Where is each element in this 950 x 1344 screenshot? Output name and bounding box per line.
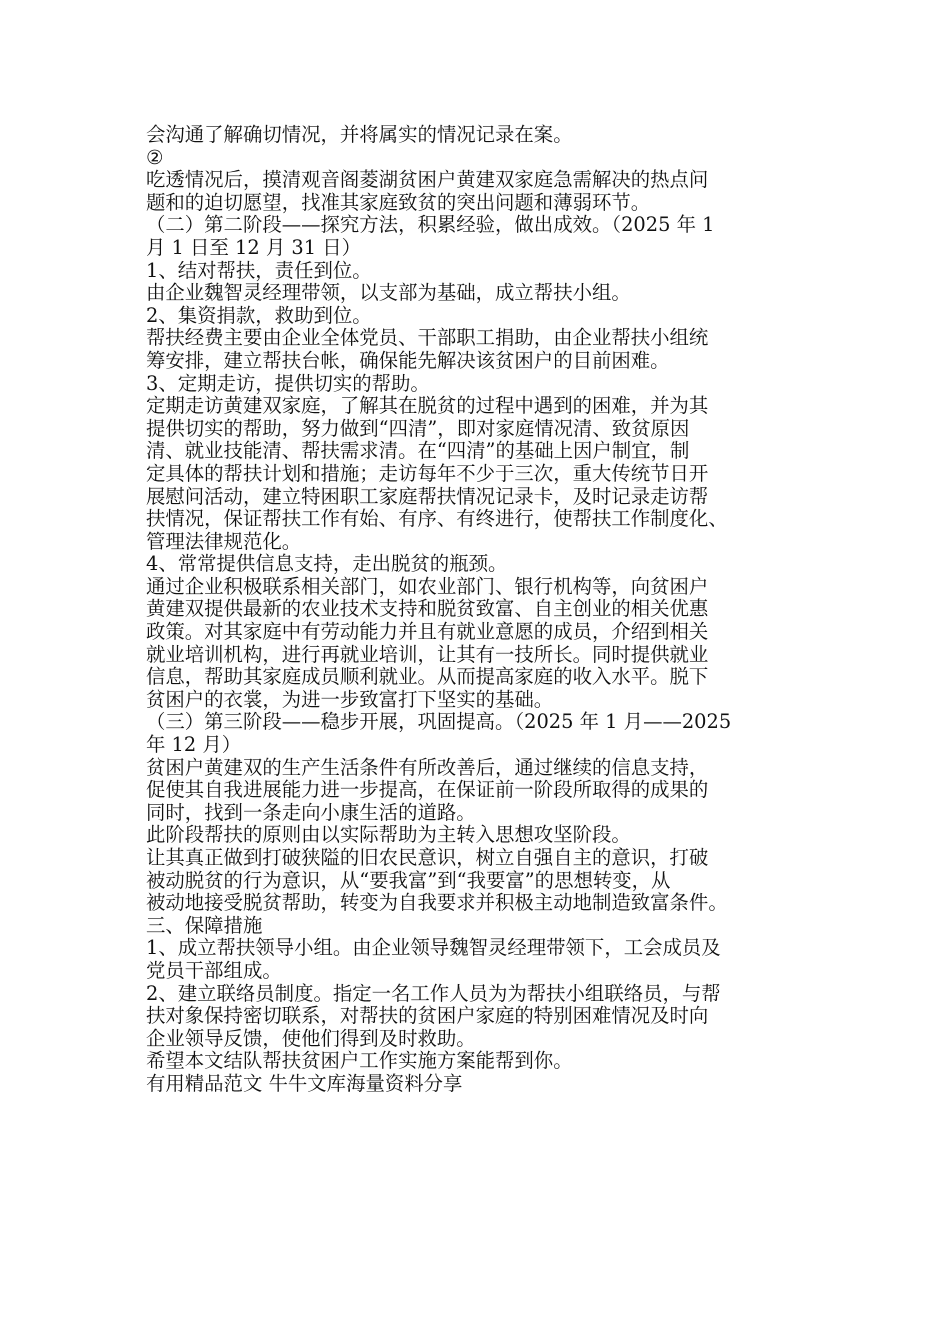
text-line: 党员干部组成。 <box>146 958 282 982</box>
text-line: 贫困户黄建双的生产生活条件有所改善后，通过继续的信息支持， <box>146 755 709 779</box>
document-body <box>146 124 816 1096</box>
text-line: 帮扶经费主要由企业全体党员、干部职工捐助，由企业帮扶小组统 <box>146 326 709 350</box>
text-line: 就业培训机构，进行再就业培训，让其有一技所长。同时提供就业 <box>146 642 709 666</box>
text-line: 被动地接受脱贫帮助，转变为自我要求并积极主动地制造致富条件。 <box>146 891 728 915</box>
section-heading: 年 12 月） <box>146 733 242 757</box>
text-line: ② <box>146 145 164 169</box>
text-line: 展慰问活动，建立特困职工家庭帮扶情况记录卡，及时记录走访帮 <box>146 484 709 508</box>
text-line: 清、就业技能清、帮扶需求清。在“四清”的基础上因户制宜，制 <box>146 439 690 463</box>
text-line: 促使其自我进展能力进一步提高，在保证前一阶段所取得的成果的 <box>146 778 709 802</box>
text-line: 题和的迫切愿望，找准其家庭致贫的突出问题和薄弱环节。 <box>146 190 651 214</box>
item-heading: 1、成立帮扶领导小组。由企业领导魏智灵经理带领下，工会成员及 <box>146 936 721 960</box>
text-line: 黄建双提供最新的农业技术支持和脱贫致富、自主创业的相关优惠 <box>146 597 709 621</box>
text-line: 通过企业积极联系相关部门，如农业部门、银行机构等，向贫困户 <box>146 574 709 598</box>
text-line: 由企业魏智灵经理带领，以支部为基础，成立帮扶小组。 <box>146 281 631 305</box>
text-line: 让其真正做到打破狭隘的旧农民意识，树立自强自主的意识，打破 <box>146 846 709 869</box>
text-line: 贫困户的衣裳，为进一步致富打下坚实的基础。 <box>146 687 554 711</box>
section-heading: （二）第二阶段——探究方法，积累经验，做出成效。（2025 年 1 <box>146 213 715 237</box>
closing-line: 希望本文结队帮扶贫困户工作实施方案能帮到你。 <box>146 1049 573 1073</box>
item-heading: 1、结对帮扶，责任到位。 <box>146 258 372 282</box>
text-line: 会沟通了解确切情况，并将属实的情况记录在案。 <box>146 123 573 146</box>
text-line: 被动脱贫的行为意识，从“要我富”到“我要富”的思想转变，从 <box>146 868 671 892</box>
text-line: 政策。对其家庭中有劳动能力并且有就业意愿的成员，介绍到相关 <box>146 620 709 644</box>
section-heading: 月 1 日至 12 月 31 日） <box>146 235 362 259</box>
text-line: 此阶段帮扶的原则由以实际帮助为主转入思想攻坚阶段。 <box>146 823 631 847</box>
text-line: 吃透情况后，摸清观音阁菱湖贫困户黄建双家庭急需解决的热点问 <box>146 168 709 192</box>
section-heading: 三、保障措施 <box>146 913 263 937</box>
item-heading: 2、建立联络员制度。指定一名工作人员为为帮扶小组联络员，与帮 <box>146 981 721 1005</box>
text-line: 管理法律规范化。 <box>146 529 302 553</box>
item-heading: 2、集资捐款，救助到位。 <box>146 303 372 327</box>
item-heading: 3、定期走访，提供切实的帮助。 <box>146 371 430 395</box>
text-line: 提供切实的帮助，努力做到“四清”，即对家庭情况清、致贫原因 <box>146 416 690 440</box>
text-line: 定期走访黄建双家庭，了解其在脱贫的过程中遇到的困难，并为其 <box>146 394 709 418</box>
item-heading: 4、常常提供信息支持，走出脱贫的瓶颈。 <box>146 552 508 576</box>
text-line: 定具体的帮扶计划和措施；走访每年不少于三次，重大传统节日开 <box>146 461 709 485</box>
text-line: 同时，找到一条走向小康生活的道路。 <box>146 800 476 824</box>
section-heading: （三）第三阶段——稳步开展，巩固提高。（2025 年 1 月——2025 <box>146 710 732 734</box>
text-line: 企业领导反馈，使他们得到及时救助。 <box>146 1026 476 1050</box>
text-line: 扶对象保持密切联系，对帮扶的贫困户家庭的特别困难情况及时向 <box>146 1004 709 1028</box>
footer-note: 有用精品范文 牛牛文库海量资料分享 <box>146 1071 463 1095</box>
text-line: 筹安排，建立帮扶台帐，确保能先解决该贫困户的目前困难。 <box>146 348 670 372</box>
text-line: 扶情况，保证帮扶工作有始、有序、有终进行，使帮扶工作制度化、 <box>146 507 728 531</box>
text-line: 信息，帮助其家庭成员顺利就业。从而提高家庭的收入水平。脱下 <box>146 665 709 689</box>
